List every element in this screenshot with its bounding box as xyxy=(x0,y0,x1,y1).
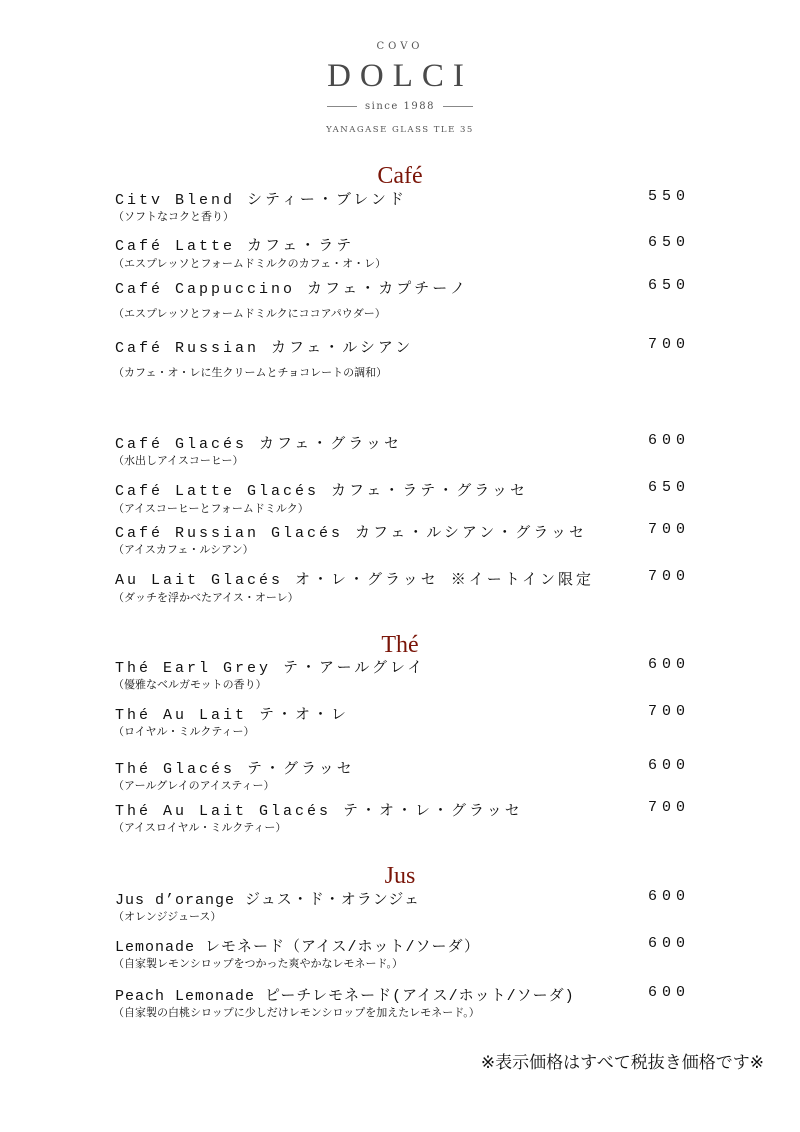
item-price: 600 xyxy=(647,984,690,1001)
item-name: Thé Glacés テ・グラッセ xyxy=(115,761,355,778)
item-name: Café Russian Glacés カフェ・ルシアン・グラッセ xyxy=(115,525,588,542)
item-price: 600 xyxy=(647,888,690,905)
item-price: 600 xyxy=(647,935,690,952)
item-name: Jus d’orange ジュス・ド・オランジェ xyxy=(115,892,421,909)
item-price: 700 xyxy=(647,336,690,353)
item-desc: （アイスコーヒーとフォームドミルク） xyxy=(113,502,309,515)
item-desc: （自家製レモンシロップをつかった爽やかなレモネード。） xyxy=(113,957,404,970)
item-desc: （自家製の白桃シロップに少しだけレモンシロップを加えたレモネード。） xyxy=(113,1006,480,1019)
item-name: Thé Earl Grey テ・アールグレイ xyxy=(115,660,426,677)
section-title: Café xyxy=(377,163,423,189)
item-desc: （優雅なベルガモットの香り） xyxy=(113,678,267,691)
item-desc: （アールグレイのアイスティー） xyxy=(113,779,275,792)
item-name: Lemonade レモネード（アイス/ホット/ソーダ） xyxy=(115,939,480,956)
item-name: Thé Au Lait Glacés テ・オ・レ・グラッセ xyxy=(115,803,523,820)
item-price: 650 xyxy=(647,479,690,496)
item-desc: （ロイヤル・ミルクティー） xyxy=(113,725,255,738)
item-price: 550 xyxy=(647,188,690,205)
item-price: 650 xyxy=(647,277,690,294)
item-name: Café Glacés カフェ・グラッセ xyxy=(115,436,402,453)
item-desc: （カフェ・オ・レに生クリームとチョコレートの調和） xyxy=(113,366,388,379)
item-name: Café Russian カフェ・ルシアン xyxy=(115,340,414,357)
item-desc: （エスプレッソとフォームドミルクのカフェ・オ・レ） xyxy=(113,257,387,270)
brand-top: COVO xyxy=(376,41,424,52)
item-price: 700 xyxy=(647,568,690,585)
section-title: Thé xyxy=(381,632,419,658)
item-price: 600 xyxy=(647,757,690,774)
item-price: 700 xyxy=(647,521,690,538)
address: YANAGASE GLASS TLE 35 xyxy=(326,125,474,135)
since-line xyxy=(0,101,800,112)
item-price: 700 xyxy=(647,799,690,816)
item-desc: （ダッチを浮かべたアイス・オーレ） xyxy=(113,591,299,604)
item-desc: （オレンジジュース） xyxy=(113,910,222,923)
item-desc: （エスプレッソとフォームドミルクにココアパウダー） xyxy=(113,307,386,320)
item-price: 700 xyxy=(647,703,690,720)
item-desc: （アイスロイヤル・ミルクティー） xyxy=(113,821,287,834)
section-title: Jus xyxy=(384,863,416,889)
item-price: 650 xyxy=(647,234,690,251)
item-name: Citv Blend シティー・ブレンド xyxy=(115,192,407,209)
item-desc: （ソフトなコクと香り） xyxy=(113,210,234,223)
tax-note: ※表示価格はすべて税抜き価格です※ xyxy=(480,1053,764,1073)
item-desc: （水出しアイスコーヒー） xyxy=(113,454,244,467)
brand-logo: DOLCI xyxy=(327,58,473,94)
item-name: Peach Lemonade ピーチレモネード(アイス/ホット/ソーダ) xyxy=(115,988,575,1005)
item-name: Au Lait Glacés オ・レ・グラッセ ※イートイン限定 xyxy=(115,572,594,589)
item-name: Café Latte カフェ・ラテ xyxy=(115,238,355,255)
since-text: since 1988 xyxy=(365,101,435,112)
item-name: Thé Au Lait テ・オ・レ xyxy=(115,707,350,724)
item-price: 600 xyxy=(647,656,690,673)
item-name: Café Cappuccino カフェ・カプチーノ xyxy=(115,281,468,298)
item-name: Café Latte Glacés カフェ・ラテ・グラッセ xyxy=(115,483,528,500)
item-desc: （アイスカフェ・ルシアン） xyxy=(113,543,254,556)
item-price: 600 xyxy=(647,432,690,449)
